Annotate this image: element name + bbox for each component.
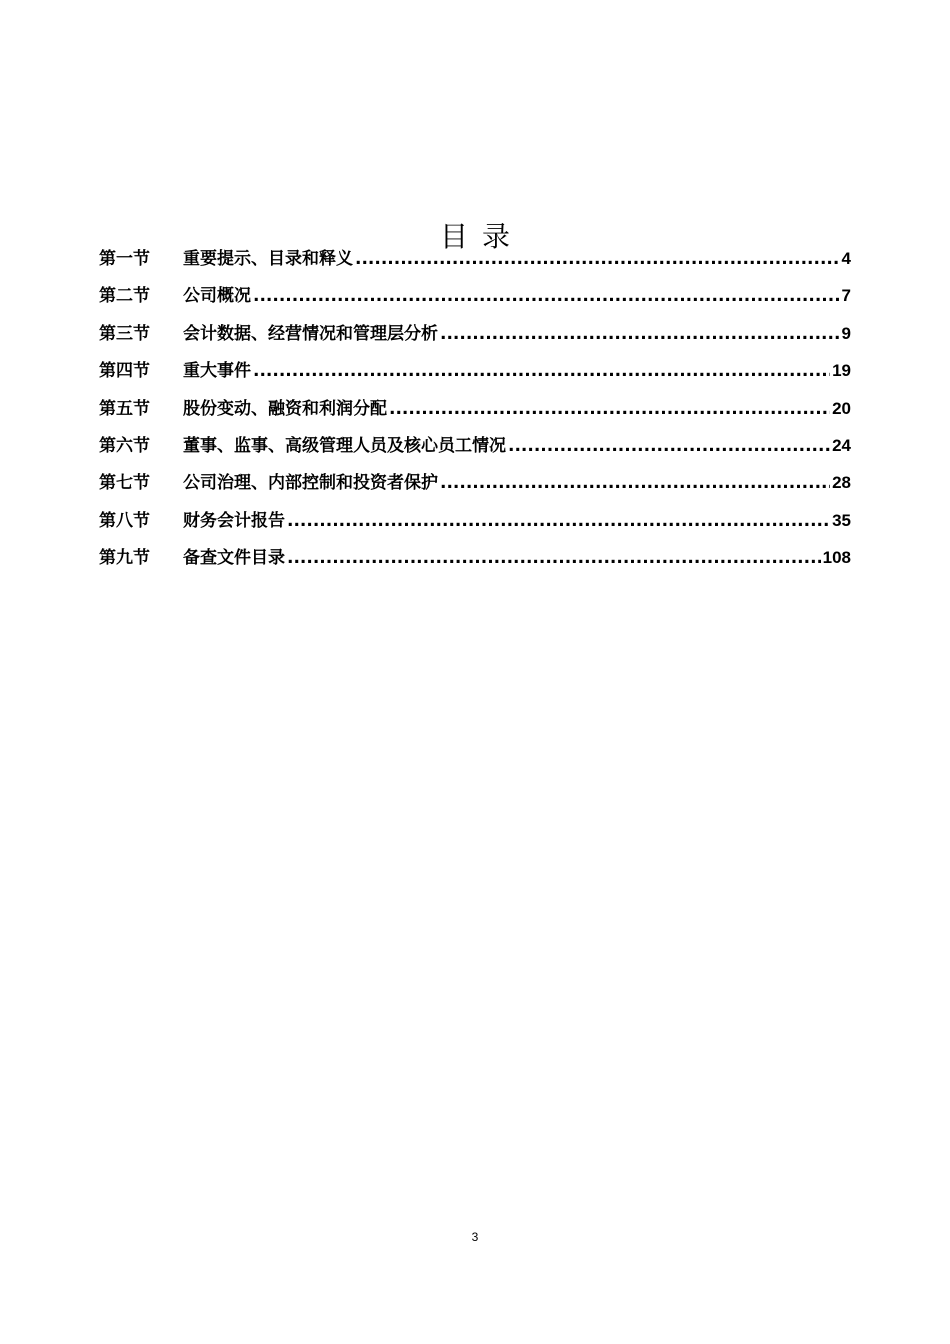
toc-entry-title: 备查文件目录: [183, 548, 285, 569]
toc-section-label: 第四节: [99, 361, 150, 382]
toc-entry-title: 董事、监事、高级管理人员及核心员工情况: [183, 435, 506, 456]
toc-entry-title: 财务会计报告: [183, 510, 285, 531]
toc-page-number: 28: [832, 473, 851, 493]
toc-entry-5[interactable]: [99, 390, 851, 427]
toc-leader-dots: [440, 316, 840, 353]
toc-entry-3[interactable]: [99, 315, 851, 352]
toc-page-number: 35: [832, 510, 851, 530]
toc-entry-title: 会计数据、经营情况和管理层分析: [183, 323, 438, 344]
toc-page-number: 24: [832, 435, 851, 455]
toc-section-label: 第五节: [99, 398, 150, 419]
toc-page-number: 108: [822, 548, 851, 568]
toc-section-label: 第八节: [99, 510, 150, 531]
toc-leader-dots: [253, 278, 840, 315]
page-number: 3: [471, 1230, 479, 1244]
toc-entry-8[interactable]: [99, 502, 851, 539]
toc-entry-title: 公司概况: [183, 286, 251, 307]
toc-entry-9[interactable]: [99, 539, 851, 576]
toc-leader-dots: [508, 428, 830, 465]
toc-section-label: 第六节: [99, 435, 150, 456]
toc-entry-6[interactable]: [99, 427, 851, 464]
toc-section-label: 第七节: [99, 473, 150, 494]
toc-leader-dots: [440, 465, 830, 502]
toc-entry-1[interactable]: [99, 240, 851, 277]
toc-entry-title: 重要提示、目录和释义: [183, 249, 353, 269]
toc-entry-4[interactable]: [99, 352, 851, 389]
toc-leader-dots: [287, 540, 821, 577]
toc-leader-dots: [287, 503, 830, 540]
toc-entry-2[interactable]: [99, 277, 851, 314]
toc-page-number: 4: [841, 249, 851, 268]
toc-entry-title: 股份变动、融资和利润分配: [183, 398, 387, 419]
toc-page-number: 20: [832, 398, 851, 418]
toc-title: 目录: [439, 219, 524, 253]
toc-section-label: 第二节: [99, 286, 150, 307]
toc-section-label: 第一节: [99, 249, 150, 269]
toc-list: [99, 240, 851, 577]
toc-page-number: 19: [832, 361, 851, 381]
toc-section-label: 第三节: [99, 323, 150, 344]
toc-entry-7[interactable]: [99, 464, 851, 501]
toc-page-number: 9: [841, 323, 851, 343]
toc-section-label: 第九节: [99, 548, 150, 569]
toc-leader-dots: [389, 391, 830, 428]
toc-leader-dots: [355, 241, 840, 278]
toc-leader-dots: [253, 353, 830, 390]
toc-page-number: 7: [841, 286, 851, 306]
toc-entry-title: 重大事件: [183, 361, 251, 382]
toc-entry-title: 公司治理、内部控制和投资者保护: [183, 473, 438, 494]
